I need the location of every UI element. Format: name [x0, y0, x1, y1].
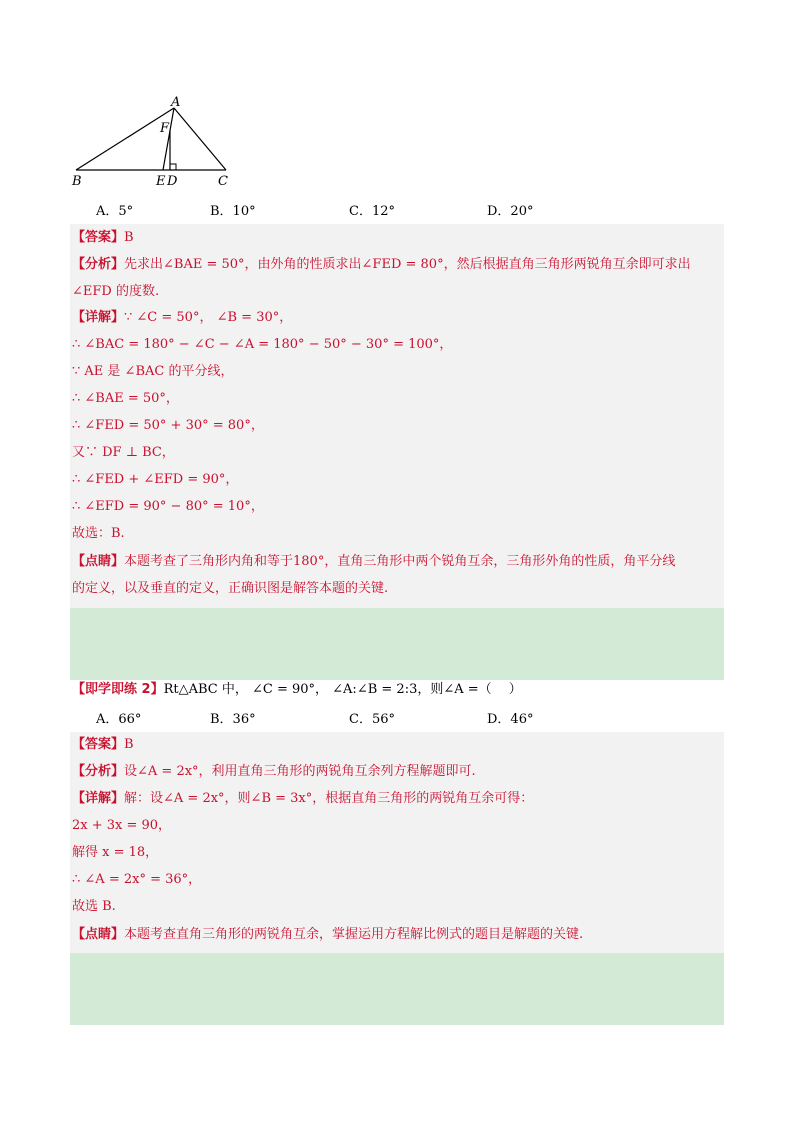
q2-option-d: D．46° — [487, 712, 534, 727]
q1-options — [96, 200, 576, 222]
analysis-tag: 【分析】 — [72, 257, 125, 272]
comment-text: 本题考查了三角形内角和等于180°，直角三角形中两个锐角互余，三角形外角的性质，角平分线 — [124, 554, 676, 569]
comment-tag: 【点睛】 — [72, 554, 125, 569]
answer-tag: 【答案】 — [72, 737, 125, 752]
label-B: B — [72, 174, 82, 189]
q2-step: ∴ ∠A = 2x° = 36°， — [72, 872, 202, 887]
q1-step: ∴ ∠EFD = 90° − 80° = 10°， — [72, 499, 264, 514]
q2-answer-line — [72, 735, 722, 755]
q1-step: 故选：B. — [72, 526, 125, 541]
q1-step: ∵ AE 是 ∠BAC 的平分线， — [72, 364, 234, 379]
q1-option-b: B．10° — [210, 204, 256, 219]
q2-option-a: A．66° — [96, 712, 142, 727]
q2-option-c: C．56° — [349, 712, 395, 727]
q1-comment-line-2: 的定义，以及垂直的定义，正确识图是解答本题的关键. — [72, 581, 389, 596]
detail-tag: 【详解】 — [72, 310, 125, 325]
q1-step: ∴ ∠FED = 50° + 30° = 80°， — [72, 418, 264, 433]
q1-analysis-line-2: ∠EFD 的度数. — [72, 284, 160, 299]
label-D: D — [167, 174, 178, 189]
triangle-figure — [70, 92, 240, 192]
detail-tag: 【详解】 — [72, 791, 125, 806]
answer-tag: 【答案】 — [72, 230, 125, 245]
q1-comment-line — [72, 552, 722, 572]
q2-step: 2x + 3x = 90， — [72, 818, 172, 833]
label-E: E — [156, 174, 166, 189]
q1-blank-box — [70, 608, 724, 680]
q2-blank-box — [70, 953, 724, 1025]
q2-step: 故选 B. — [72, 899, 116, 914]
q1-step: 又∵ DF ⊥ BC， — [72, 445, 175, 460]
q2-options — [96, 708, 576, 730]
analysis-tag: 【分析】 — [72, 764, 125, 779]
detail-text: ∵ ∠C = 50°， ∠B = 30°， — [124, 310, 293, 325]
analysis-text: 设∠A = 2x°，利用直角三角形的两锐角互余列方程解题即可. — [124, 764, 476, 779]
answer-value: B — [124, 230, 134, 245]
q1-option-d: D．20° — [487, 204, 534, 219]
answer-value: B — [124, 737, 134, 752]
q2-option-b: B．36° — [210, 712, 256, 727]
q1-option-a: A．5° — [96, 204, 134, 219]
q2-title-text: Rt△ABC 中， ∠C = 90°， ∠A:∠B = 2:3，则∠A =（ ） — [163, 682, 522, 697]
q1-option-c: C．12° — [349, 204, 395, 219]
q1-step: ∴ ∠BAE = 50°， — [72, 391, 179, 406]
analysis-text: 先求出∠BAE = 50°，由外角的性质求出∠FED = 80°，然后根据直角三角形两锐角互余即可求出 — [124, 257, 691, 272]
label-A: A — [171, 95, 181, 110]
q2-analysis-line — [72, 762, 722, 782]
q1-step: ∴ ∠FED + ∠EFD = 90°， — [72, 472, 239, 487]
q2-comment-line — [72, 925, 722, 945]
q1-analysis-line — [72, 255, 722, 275]
q2-title-tag: 【即学即练 2】 — [72, 682, 164, 697]
q1-step: ∴ ∠BAC = 180° − ∠C − ∠A = 180° − 50° − 30° = 100°， — [72, 337, 453, 352]
q2-title — [72, 680, 722, 700]
q1-detail-line — [72, 308, 722, 328]
q2-step: 解得 x = 18， — [72, 845, 159, 860]
label-F: F — [160, 121, 170, 136]
q2-detail-line — [72, 789, 722, 809]
detail-text: 解：设∠A = 2x°，则∠B = 3x°，根据直角三角形的两锐角互余可得： — [124, 791, 534, 806]
label-C: C — [218, 174, 228, 189]
comment-text: 本题考查直角三角形的两锐角互余，掌握运用方程解比例式的题目是解题的关键. — [124, 927, 584, 942]
q1-answer-line — [72, 228, 722, 248]
comment-tag: 【点睛】 — [72, 927, 125, 942]
